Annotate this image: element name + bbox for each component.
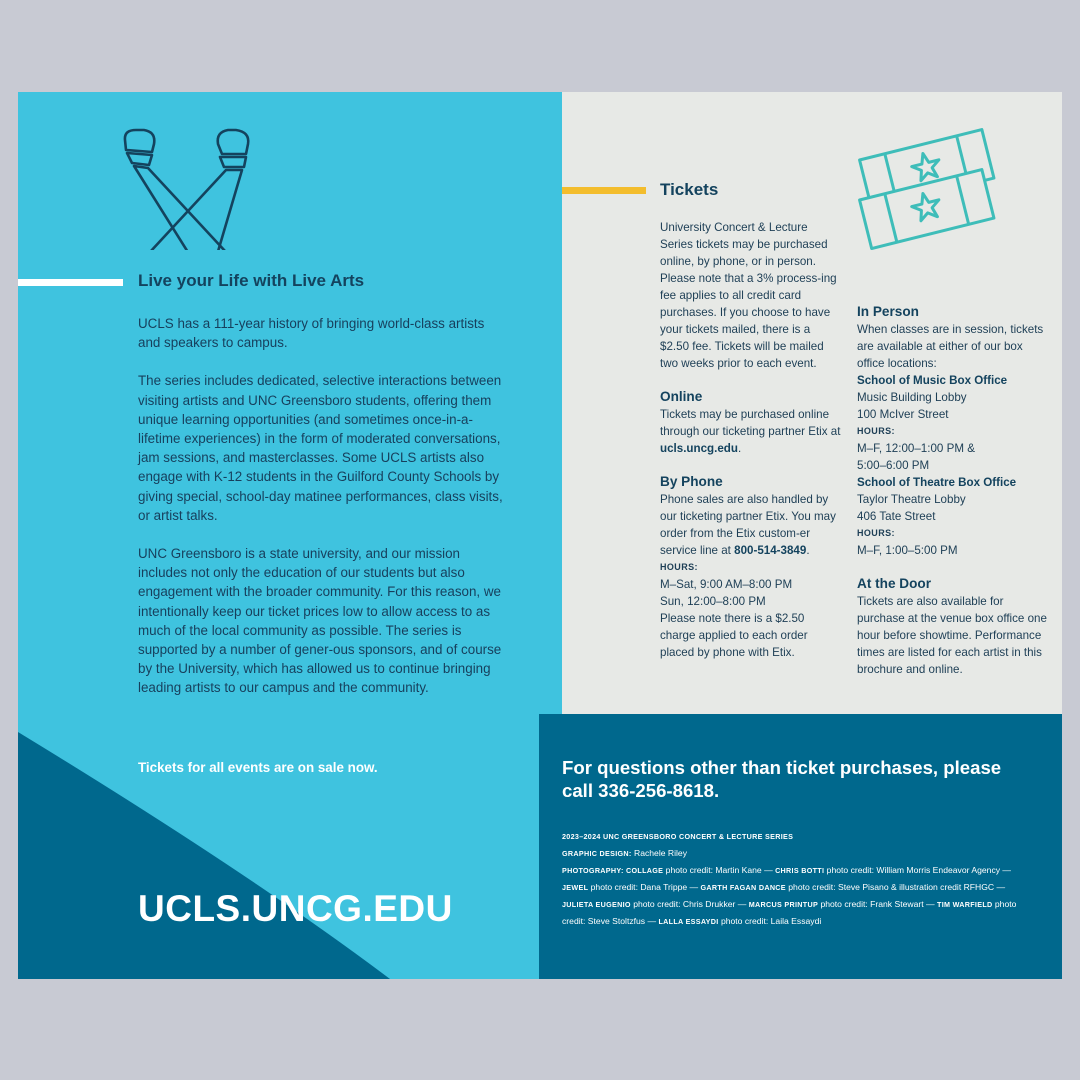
heading-accent-bar [18,279,123,286]
phone-hours-weekday: M–Sat, 9:00 AM–8:00 PM [660,578,793,591]
phone-hours-label: HOURS: [660,562,698,572]
theatre-box-office-location: Taylor Theatre Lobby [857,493,966,506]
theatre-box-office-name: School of Theatre Box Office [857,476,1017,489]
door-title: At the Door [857,576,932,591]
in-person-title: In Person [857,304,919,319]
paragraph-history: UCLS has a 111-year history of bringing world-class artists and speakers to campus. [138,316,485,351]
spotlight-icon [118,110,268,250]
questions-callout: For questions other than ticket purchases, please call 336-256-8618. [562,757,1002,801]
photo-credit: JULIETA EUGENIO photo credit: Chris Drukker — [562,899,747,909]
online-title: Online [660,389,703,404]
on-sale-note: Tickets for all events are on sale now. [138,760,378,775]
theatre-box-office-address: 406 Tate Street [857,510,936,523]
music-box-office-location: Music Building Lobby [857,391,967,404]
door-text: Tickets are also available for purchase at the venue box office one hour before showtime. Performance times are listed for each artist in this brochure and online. [857,595,1047,676]
phone-text: Phone sales are also handled by our ticketing partner Etix. You may order from the Etix custom-er service line at 800-514-3849. [660,493,836,557]
music-box-office-hours-2: 5:00–6:00 PM [857,459,930,472]
paragraph-mission: UNC Greensboro is a state university, and our mission includes not only the education of our students but also engagement with the broader community. For this reason, we intentionally keep our ticket prices low to allow access to as much of the local community as possible. The series is supported by a number of gener-ous sponsors, and of course by the University, which has allowed us to continue bringing leading artists to our campus and the community. [138,546,502,696]
music-box-office-name: School of Music Box Office [857,374,1008,387]
music-box-office-address: 100 McIver Street [857,408,949,421]
tickets-intro: University Concert & Lecture Series tickets may be purchased online, by phone, or in person. Please note that a 3% process-ing fee applies to all credit card purchases. If you choose to have your tickets mailed, there is a $2.50 fee. Tickets will be mailed two weeks prior to each event. [660,221,837,370]
photo-credit: COLLAGE photo credit: Martin Kane — [626,865,773,875]
tickets-column-right [857,303,1047,678]
photo-credit: CHRIS BOTTI photo credit: William Morris Endeavor Agency — [775,865,1012,875]
phone-title: By Phone [660,474,723,489]
left-panel [18,92,562,979]
brochure-spread [18,92,1062,979]
phone-fee-note: Please note there is a $2.50 charge applied to each order placed by phone with Etix. [660,612,808,659]
photo-credit: JEWEL photo credit: Dana Trippe — [562,882,699,892]
theatre-box-office-hours-1: M–F, 1:00–5:00 PM [857,544,958,557]
tickets-title: Tickets [660,180,719,199]
credits [562,828,1032,930]
left-body [138,314,508,717]
left-heading: Live your Life with Live Arts [138,271,365,290]
website-url[interactable]: UCLS.UNCG.EDU [138,888,453,929]
photo-credit: LALLA ESSAYDI photo credit: Laila Essaydi [658,916,822,926]
theatre-box-office-hours-label: HOURS: [857,528,895,538]
tickets-accent-bar [562,187,646,194]
in-person-intro: When classes are in session, tickets are available at either of our box office locations: [857,323,1044,370]
photo-credits: PHOTOGRAPHY: COLLAGE photo credit: Martin Kane — CHRIS BOTTI photo credit: William Morris Endeavor Agency — JEWEL photo credit: Dana Trippe — GARTH FAGAN DANCE photo credit: Steve Pisano & illustration credit RFHGC — JULIETA EUGENIO photo credit: Chris Drukker — MARCUS PRINTUP photo credit: Frank Stewart — TIM WARFIELD photo credit: Steve Stoltzfus — LALLA ESSAYDI photo credit: Laila Essaydi [562,865,1017,926]
right-panel [562,92,1062,714]
music-box-office-hours-1: M–F, 12:00–1:00 PM & [857,442,975,455]
phone-hours-sunday: Sun, 12:00–8:00 PM [660,595,766,608]
phone-number[interactable]: 800-514-3849 [734,544,807,557]
online-text: Tickets may be purchased online through our ticketing partner Etix at ucls.uncg.edu. [660,408,841,455]
tickets-column-left [660,219,842,661]
series-line: 2023–2024 UNC GREENSBORO CONCERT & LECTURE SERIES [562,832,794,841]
paragraph-interactions: The series includes dedicated, selective interactions between visiting artists and UNC Greensboro students, offering them unique learning opportunities (and sometimes once-in-a-lifetime experiences) in the form of moderated conversations, jam sessions, and masterclasses. Some UCLS artists also engage with K-12 students in the Guilford County Schools by giving special, school-day matinee performances, class visits, or artist talks. [138,373,503,523]
photo-credit: TIM WARFIELD photo credit: Steve Stoltzfus — [562,899,1017,926]
music-box-office-hours-label: HOURS: [857,426,895,436]
design-credit: GRAPHIC DESIGN: Rachele Riley [562,848,688,858]
photo-credit: MARCUS PRINTUP photo credit: Frank Stewart — [748,899,935,909]
photo-credit: GARTH FAGAN DANCE photo credit: Steve Pisano & illustration credit RFHGC — [700,882,1006,892]
tickets-icon [852,118,1002,254]
contact-panel [539,714,1062,979]
online-link[interactable]: ucls.uncg.edu [660,442,738,455]
